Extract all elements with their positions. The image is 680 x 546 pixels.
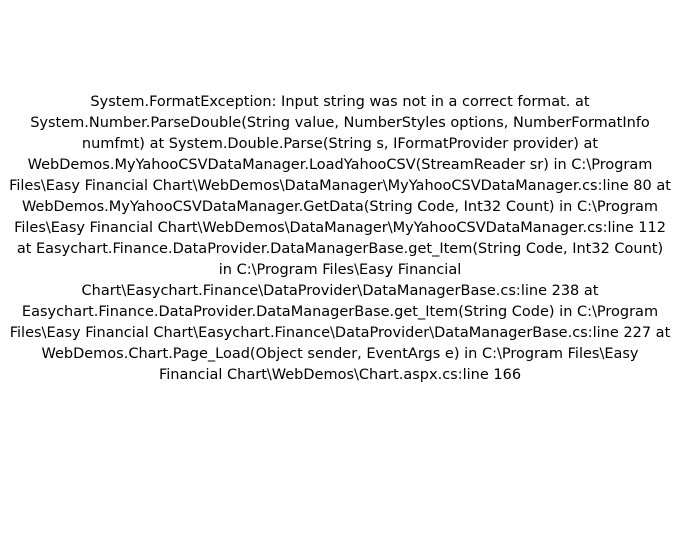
exception-stack-trace: System.FormatException: Input string was not in a correct format. at System.Number.ParseDouble(String value, NumberStyles options, NumberFormatInfo numfmt) at System.Double.Parse(String s, IFormatProvider provider) at WebDemos.MyYahooCSVDataManager.LoadYahooCSV(StreamReader sr) in C:\Program Files\Easy Financial Chart\WebDemos\DataManager\MyYahooCSVDataManager.cs:line 80 at WebDemos.MyYahooCSVDataManager.GetData(String Code, Int32 Count) in C:\Program Files\Easy Financial Chart\WebDemos\DataManager\MyYahooCSVDataManager.cs:line 112 at Easychart.Finance.DataProvider.DataManagerBase.get_Item(String Code, Int32 Count) in C:\Program Files\Easy Financial Chart\Easychart.Finance\DataProvider\DataManagerBase.cs:line 238 at Easychart.Finance.DataProvider.DataManagerBase.get_Item(String Code) in C:\Program Files\Easy Financial Chart\Easychart.Finance\DataProvider\DataManagerBase.cs:line 227 at WebDemos.Chart.Page_Load(Object sender, EventArgs e) in C:\Program Files\Easy Financial Chart\WebDemos\Chart.aspx.cs:line 166 [9, 94, 676, 383]
